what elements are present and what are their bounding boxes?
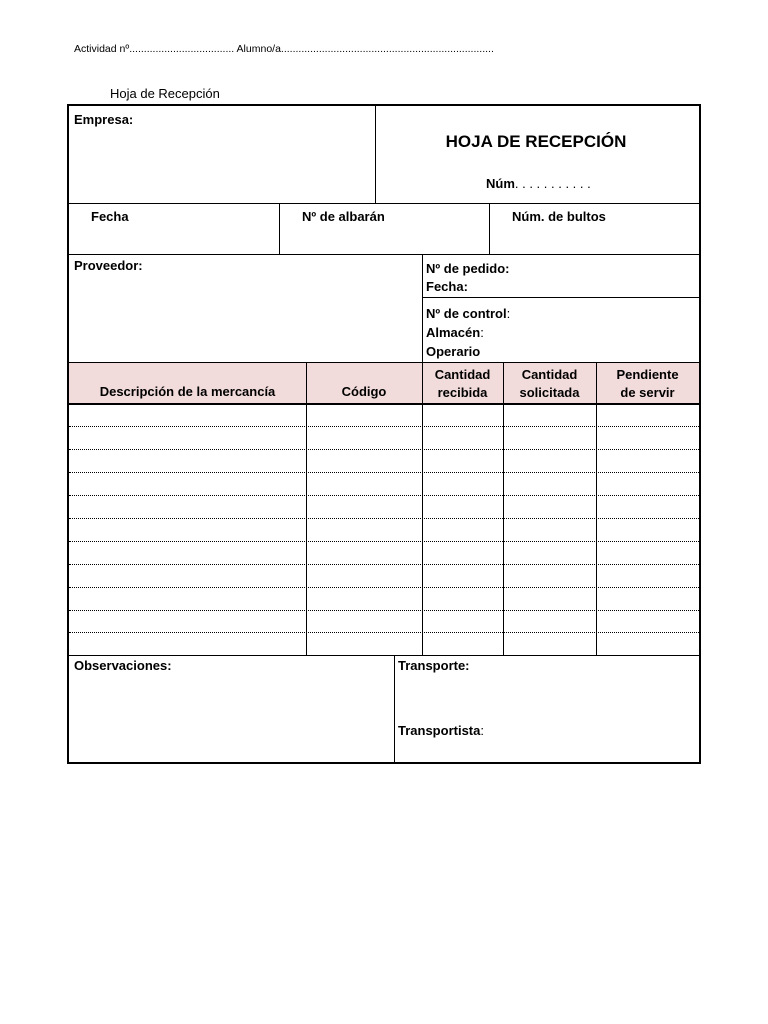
almacen-colon: : xyxy=(480,325,484,340)
reception-form xyxy=(67,104,701,764)
albaran-label: Nº de albarán xyxy=(302,209,385,224)
empresa-label: Empresa: xyxy=(74,112,134,127)
num-dots: . . . . . . . . . . . xyxy=(514,176,591,191)
table-row xyxy=(69,632,699,633)
divider xyxy=(69,203,699,204)
control-label: Nº de control xyxy=(426,306,507,321)
table-row xyxy=(69,610,699,611)
transportista-colon: : xyxy=(480,723,484,738)
col-pendiente: Pendiente de servir xyxy=(616,366,679,400)
bultos-label: Núm. de bultos xyxy=(512,209,606,224)
table-row xyxy=(69,564,699,565)
control-field xyxy=(426,306,510,321)
proveedor-label: Proveedor: xyxy=(74,258,143,273)
pedido-label: Nº de pedido: xyxy=(426,261,510,276)
num-label: Núm xyxy=(486,176,515,191)
col-cantidad-solicitada: Cantidad solicitada xyxy=(519,366,580,400)
divider xyxy=(69,403,699,405)
column-divider xyxy=(596,363,597,655)
control-colon: : xyxy=(506,306,511,321)
divider xyxy=(422,297,699,298)
divider xyxy=(422,254,423,363)
col-cantidad-recibida: Cantidad recibida xyxy=(434,366,491,400)
divider xyxy=(279,203,280,254)
activity-student-line: Actividad nº.................................... Alumno/a......................................................................... xyxy=(74,43,494,55)
table-row xyxy=(69,449,699,450)
col-codigo: Código xyxy=(341,384,387,399)
table-header xyxy=(69,363,699,404)
transporte-label: Transporte: xyxy=(398,658,470,673)
divider xyxy=(394,655,395,762)
table-row xyxy=(69,518,699,519)
divider xyxy=(375,106,376,203)
divider xyxy=(489,203,490,254)
table-row xyxy=(69,587,699,588)
fecha-pedido-label: Fecha: xyxy=(426,279,468,294)
fecha-label: Fecha xyxy=(91,209,129,224)
transportista-field xyxy=(398,723,484,738)
table-row xyxy=(69,426,699,427)
column-divider xyxy=(306,363,307,655)
col-descripcion: Descripción de la mercancía xyxy=(99,384,276,399)
almacen-label: Almacén xyxy=(426,325,481,340)
divider xyxy=(69,254,699,255)
page-subtitle: Hoja de Recepción xyxy=(110,86,220,101)
transportista-label: Transportista xyxy=(398,723,481,738)
almacen-field xyxy=(426,325,484,340)
table-row xyxy=(69,541,699,542)
table-row xyxy=(69,495,699,496)
operario-label: Operario xyxy=(426,344,481,359)
divider xyxy=(69,655,699,656)
num-field xyxy=(486,176,591,191)
column-divider xyxy=(503,363,504,655)
form-title: HOJA DE RECEPCIÓN xyxy=(445,132,627,151)
observaciones-label: Observaciones: xyxy=(74,658,172,673)
column-divider xyxy=(422,363,423,655)
table-row xyxy=(69,472,699,473)
